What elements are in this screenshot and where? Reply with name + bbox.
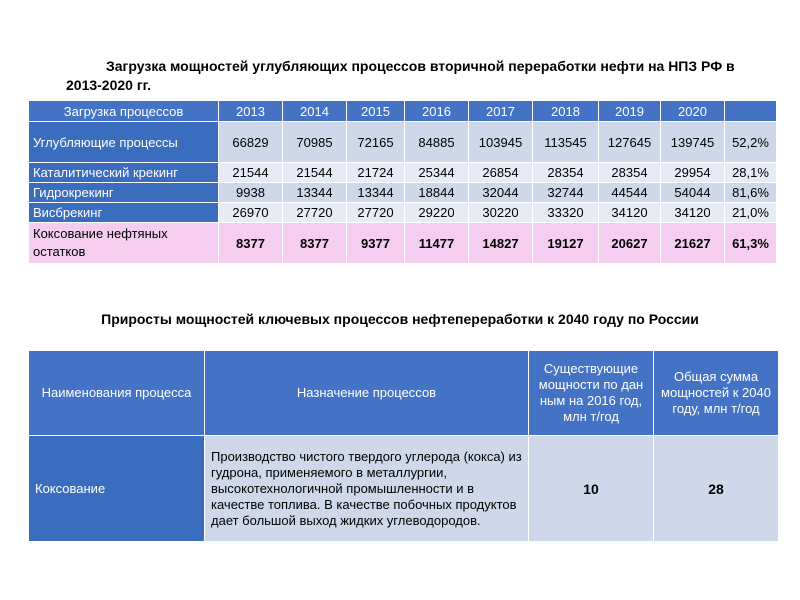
table-cell: 9938 — [219, 183, 283, 203]
table-row — [29, 183, 777, 203]
total-capacity: 28 — [654, 436, 779, 542]
column-header: Наименования процесса — [29, 351, 205, 436]
table-cell: 21,0% — [725, 203, 777, 223]
table-cell: 30220 — [469, 203, 533, 223]
table-row — [29, 436, 779, 542]
column-header: 2016 — [405, 101, 469, 122]
process-name: Коксование — [29, 436, 205, 542]
column-header: 2020 — [661, 101, 725, 122]
row-label: Висбрекинг — [29, 203, 219, 223]
table-header-row — [29, 101, 777, 122]
table-cell: 25344 — [405, 163, 469, 183]
table-cell: 21627 — [661, 223, 725, 264]
row-label: Коксование нефтяных остатков — [29, 223, 219, 264]
table-cell: 52,2% — [725, 122, 777, 163]
table-cell: 32044 — [469, 183, 533, 203]
table-cell: 8377 — [283, 223, 347, 264]
table-cell: 11477 — [405, 223, 469, 264]
table-cell: 28354 — [533, 163, 599, 183]
table-row — [29, 203, 777, 223]
table-cell: 70985 — [283, 122, 347, 163]
column-header: 2014 — [283, 101, 347, 122]
table-header-row — [29, 351, 779, 436]
table-cell: 72165 — [347, 122, 405, 163]
table-cell: 61,3% — [725, 223, 777, 264]
row-label: Углубляющие процессы — [29, 122, 219, 163]
table-cell: 20627 — [599, 223, 661, 264]
column-header: Загрузка процессов — [29, 101, 219, 122]
table-cell: 127645 — [599, 122, 661, 163]
table-cell: 34120 — [599, 203, 661, 223]
table-cell: 21544 — [283, 163, 347, 183]
column-header — [725, 101, 777, 122]
table-cell: 28,1% — [725, 163, 777, 183]
table-cell: 27720 — [283, 203, 347, 223]
table-row — [29, 223, 777, 264]
column-header: Существующие мощности по дан ным на 2016 год, млн т/год — [529, 351, 654, 436]
table-cell: 29954 — [661, 163, 725, 183]
table-cell: 33320 — [533, 203, 599, 223]
table-cell: 54044 — [661, 183, 725, 203]
table1-title: Загрузка мощностей углубляющих процессов вторичной переработки нефти на НПЗ РФ в 2013-2020 гг. — [66, 58, 735, 93]
capacity-load-table — [28, 100, 777, 264]
table-cell: 18844 — [405, 183, 469, 203]
table-row — [29, 163, 777, 183]
column-header: 2018 — [533, 101, 599, 122]
column-header: 2019 — [599, 101, 661, 122]
column-header: 2017 — [469, 101, 533, 122]
process-description: Производство чистого твердого углерода (кокса) из гудрона, применяемого в металлургии, высокотехнологичной промышленности и в качестве топлива. В качестве побочных продуктов дает большой выход жидких углеводородов. — [205, 436, 529, 542]
table-row — [29, 122, 777, 163]
table-cell: 139745 — [661, 122, 725, 163]
table2-title: Приросты мощностей ключевых процессов нефтепереработки к 2040 году по России — [101, 311, 699, 327]
table-cell: 28354 — [599, 163, 661, 183]
row-label: Гидрокрекинг — [29, 183, 219, 203]
table-cell: 103945 — [469, 122, 533, 163]
row-label: Каталитический крекинг — [29, 163, 219, 183]
table-cell: 26854 — [469, 163, 533, 183]
table-cell: 27720 — [347, 203, 405, 223]
table-cell: 14827 — [469, 223, 533, 264]
column-header: 2015 — [347, 101, 405, 122]
table-cell: 32744 — [533, 183, 599, 203]
column-header: Назначение процессов — [205, 351, 529, 436]
table-cell: 19127 — [533, 223, 599, 264]
table-cell: 13344 — [347, 183, 405, 203]
table-cell: 113545 — [533, 122, 599, 163]
table-cell: 29220 — [405, 203, 469, 223]
table-cell: 9377 — [347, 223, 405, 264]
capacity-growth-table — [28, 350, 779, 542]
table-cell: 44544 — [599, 183, 661, 203]
table-cell: 84885 — [405, 122, 469, 163]
existing-capacity: 10 — [529, 436, 654, 542]
table-cell: 34120 — [661, 203, 725, 223]
table-cell: 81,6% — [725, 183, 777, 203]
column-header: 2013 — [219, 101, 283, 122]
table-cell: 21724 — [347, 163, 405, 183]
table-cell: 26970 — [219, 203, 283, 223]
table-cell: 66829 — [219, 122, 283, 163]
table-cell: 8377 — [219, 223, 283, 264]
table-cell: 21544 — [219, 163, 283, 183]
column-header: Общая сумма мощностей к 2040 году, млн т/год — [654, 351, 779, 436]
table-cell: 13344 — [283, 183, 347, 203]
